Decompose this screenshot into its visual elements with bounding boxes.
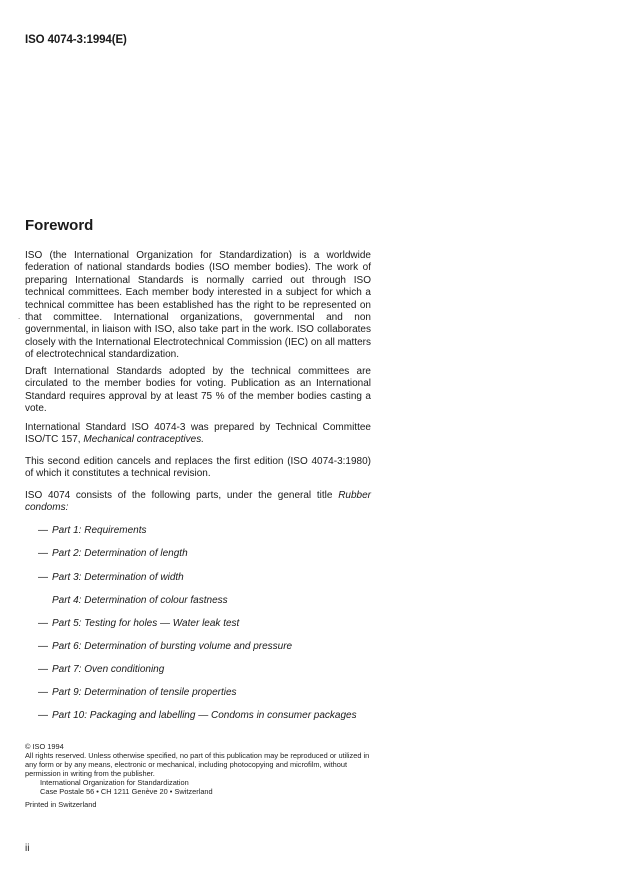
part-list-item	[38, 641, 292, 653]
committee-title: Mechanical contraceptives.	[83, 434, 204, 446]
document-header: ISO 4074-3:1994(E)	[25, 34, 127, 46]
list-dash: —	[38, 548, 48, 559]
printed-in: Printed in Switzerland	[25, 800, 97, 809]
list-dash: —	[38, 710, 48, 721]
part-list-item	[38, 595, 228, 607]
publisher-name: International Organization for Standardization	[40, 778, 189, 787]
list-dash: —	[38, 687, 48, 698]
part-list-item	[38, 572, 184, 584]
margin-mark: .	[18, 312, 21, 321]
part-label: Part 3: Determination of width	[52, 572, 184, 583]
part-list-item	[38, 710, 357, 722]
foreword-paragraph-5	[25, 490, 371, 515]
part-label: Part 6: Determination of bursting volume and pressure	[52, 641, 293, 652]
part-label: Part 1: Requirements	[52, 525, 147, 536]
part-label: Part 9: Determination of tensile properties	[52, 687, 237, 698]
copyright-block	[25, 742, 371, 809]
general-title: Rubber condoms:	[25, 490, 371, 514]
list-dash: —	[38, 572, 48, 583]
foreword-paragraph-3	[25, 422, 371, 447]
list-dash: —	[38, 525, 48, 536]
section-title: Foreword	[25, 217, 94, 234]
paragraph-5-text: ISO 4074 consists of the following parts, under the general title	[25, 490, 333, 501]
part-label: Part 4: Determination of colour fastness	[52, 595, 228, 606]
foreword-paragraph-2: Draft International Standards adopted by the technical committees are circulated to the member bodies for voting. Publication as an International Standard requires approval by at least 75 % of the member bodies casting a vote.	[25, 366, 371, 415]
paragraph-3-text: International Standard ISO 4074-3 was prepared by Technical Committee ISO/TC 157,	[25, 422, 371, 446]
list-dash: —	[38, 618, 48, 629]
part-list-item	[38, 687, 237, 699]
part-label: Part 10: Packaging and labelling — Condoms in consumer packages	[52, 710, 357, 721]
part-list-item	[38, 664, 164, 676]
copyright-notice: © ISO 1994	[25, 742, 64, 751]
foreword-paragraph-4: This second edition cancels and replaces the first edition (ISO 4074-3:1980) of which it constitutes a technical revision.	[25, 456, 371, 480]
list-dash: —	[38, 641, 48, 652]
list-dash: —	[38, 664, 48, 675]
part-label: Part 2: Determination of length	[52, 548, 188, 559]
page-number: ii	[25, 843, 30, 854]
part-label: Part 5: Testing for holes — Water leak test	[52, 618, 240, 629]
part-list-item	[38, 525, 147, 537]
publisher-address: Case Postale 56 • CH 1211 Genève 20 • Switzerland	[40, 787, 213, 796]
part-list-item	[38, 618, 239, 630]
rights-statement: All rights reserved. Unless otherwise specified, no part of this publication may be reproduced or utilized in any form or by any means, electronic or mechanical, including photocopying and microfilm, without permission in writing from the publisher.	[25, 751, 370, 778]
part-list-item	[38, 548, 188, 560]
foreword-paragraph-1: ISO (the International Organization for Standardization) is a worldwide federation of national standards bodies (ISO member bodies). The work of preparing International Standards is normally carried out through ISO technical committees. Each member body interested in a subject for which a technical committee has been established has the right to be represented on that committee. International organizations, governmental and non governmental, in liaison with ISO, also take part in the work. ISO collaborates closely with the International Electrotechnical Commission (IEC) on all matters of electrotechnical standardization.	[25, 250, 371, 361]
part-label: Part 7: Oven conditioning	[52, 664, 165, 675]
